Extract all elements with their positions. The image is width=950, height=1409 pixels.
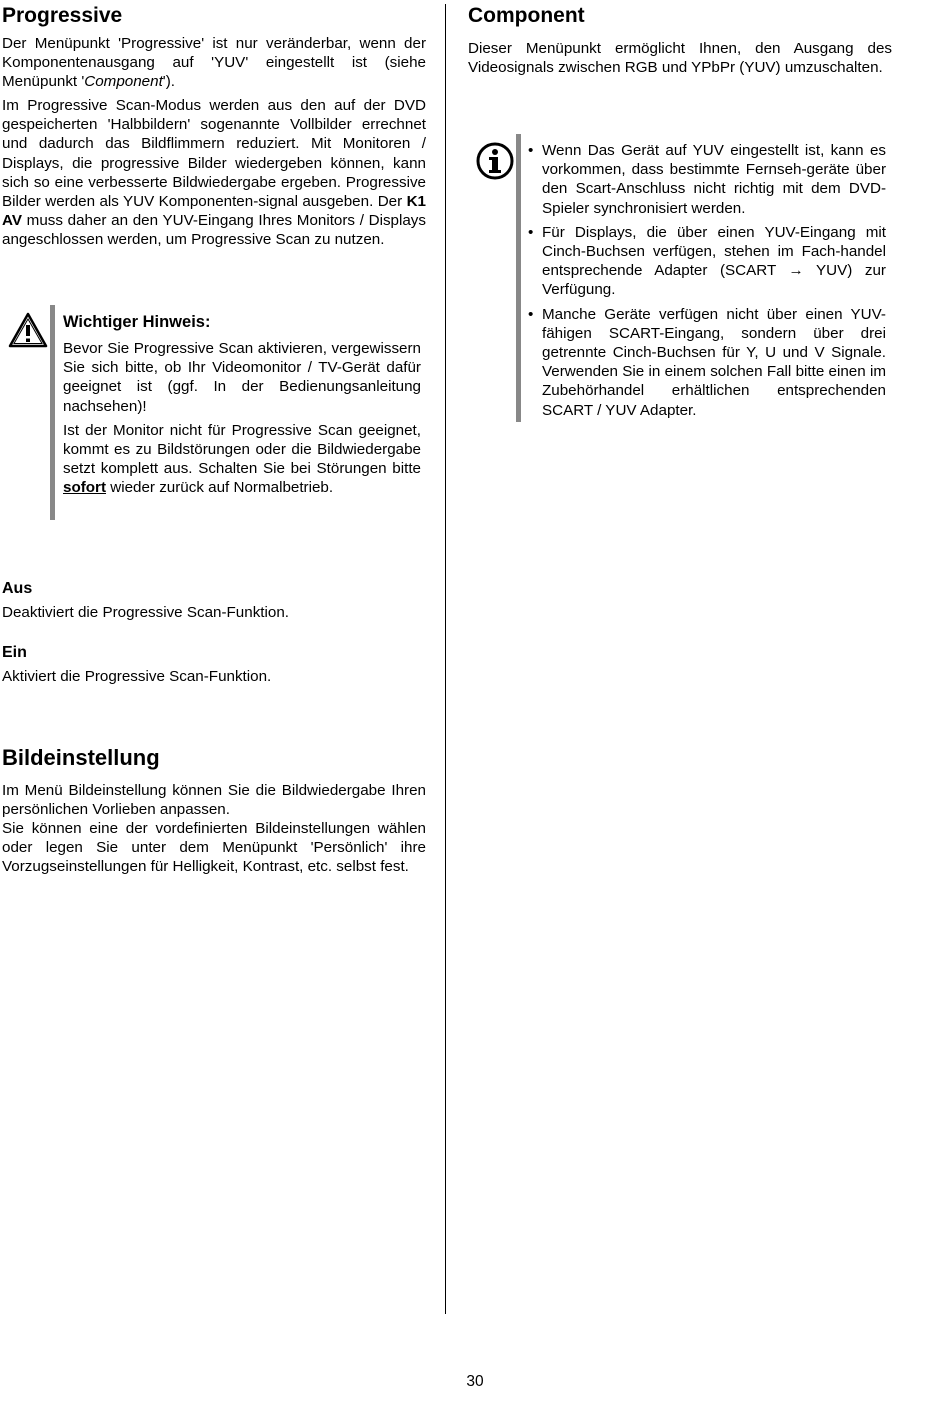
bildeinstellung-paragraph-2: Sie können eine der vordefinierten Bildeinstellungen wählen oder legen Sie unter dem Menüpunkt 'Persönlich' ihre Vorzugseinstellungen für Helligkeit, Kontrast, etc. selbst fest. [2,820,426,876]
progressive-p1-text-a: Der Menüpunkt 'Progressive' ist nur veränderbar, wenn der Komponentenausgang auf 'YUV' eingestellt ist (siehe Menüpunkt ' [2,35,426,91]
bildeinstellung-paragraph-1: Im Menü Bildeinstellung können Sie die Bildwiedergabe Ihren persönlichen Vorlieben anpassen. [2,782,426,819]
component-paragraph: Dieser Menüpunkt ermöglicht Ihnen, den Ausgang des Videosignals zwischen RGB und YPbPr (YUV) umzuschalten. [468,40,892,77]
progressive-p1-text-b: '). [162,73,175,91]
warning-note-bar [50,305,55,520]
warning-note [63,312,421,498]
warning-p2-text-b: wieder zurück auf Normalbetrieb. [106,479,334,497]
progressive-p2-text-b: muss daher an den YUV-Eingang Ihres Monitors / Displays angeschlossen werden, um Progressive Scan zu nutzen. [2,212,426,249]
device-name: K1 AV [2,193,426,230]
bildeinstellung-heading: Bildeinstellung [2,745,160,770]
progressive-paragraph-2 [2,96,426,250]
progressive-paragraph-1 [2,34,426,92]
warning-title: Wichtiger Hinweis: [63,313,211,331]
info-circle-icon [475,141,515,181]
aus-text: Deaktiviert die Progressive Scan-Funktion. [2,604,289,621]
warning-triangle-icon [8,312,48,348]
warning-p2-text-a: Ist der Monitor nicht für Progressive Scan geeignet, kommt es zu Bildstörungen oder die Bildwiedergabe setzt komplett aus. Schalten Sie bei Störungen bitte [63,421,421,478]
column-divider [445,4,446,1314]
info-note-bar [516,134,521,422]
warning-paragraph-2 [63,421,421,498]
warning-paragraph-1: Bevor Sie Progressive Scan aktivieren, vergewissern Sie sich bitte, ob Ihr Videomonitor / TV-Gerät dafür geeignet ist (ggf. In der Bedienungsanleitung nachsehen)! [63,340,421,415]
list-item: • Wenn Das Gerät auf YUV eingestellt ist, kann es vorkommen, dass bestimmte Fernseh-geräte über den Scart-Anschluss nicht richtig mit dem DVD-Spieler synchronisiert werden. [528,141,886,218]
list-item: • Für Displays, die über einen YUV-Eingang mit Cinch-Buchsen verfügen, stehen im Fach-handel entsprechende Adapter (SCART → YUV) zur Verfügung. [528,223,886,300]
progressive-p1-emphasis: Component [84,73,163,91]
info-bullet-list [528,141,886,425]
page-number: 30 [466,1373,484,1390]
progressive-heading: Progressive [2,4,123,27]
warning-emphasis: sofort [63,479,107,497]
aus-heading: Aus [2,580,33,597]
component-heading: Component [468,4,585,27]
ein-text: Aktiviert die Progressive Scan-Funktion. [2,668,272,685]
progressive-p2-text-a: Im Progressive Scan-Modus werden aus den auf der DVD gespeicherten 'Halbbildern' sogenannte Vollbilder errechnet und dadurch das Bildflimmern reduziert. Mit Monitoren / Displays, die progressive Bilder wiedergeben können, kann sich so eine verbesserte Bildwiedergabe ergeben. Progressive Bilder werden als YUV Komponenten-signal ausgeben. Der [2,97,426,211]
list-item: • Manche Geräte verfügen nicht über einen YUV-fähigen SCART-Eingang, sondern über drei getrennte Cinch-Buchsen für Y, U und V Signale. Verwenden Sie in einem solchen Fall bitte einen im Zubehörhandel erhältlichen entsprechenden SCART / YUV Adapter. [528,305,886,420]
ein-heading: Ein [2,644,27,661]
